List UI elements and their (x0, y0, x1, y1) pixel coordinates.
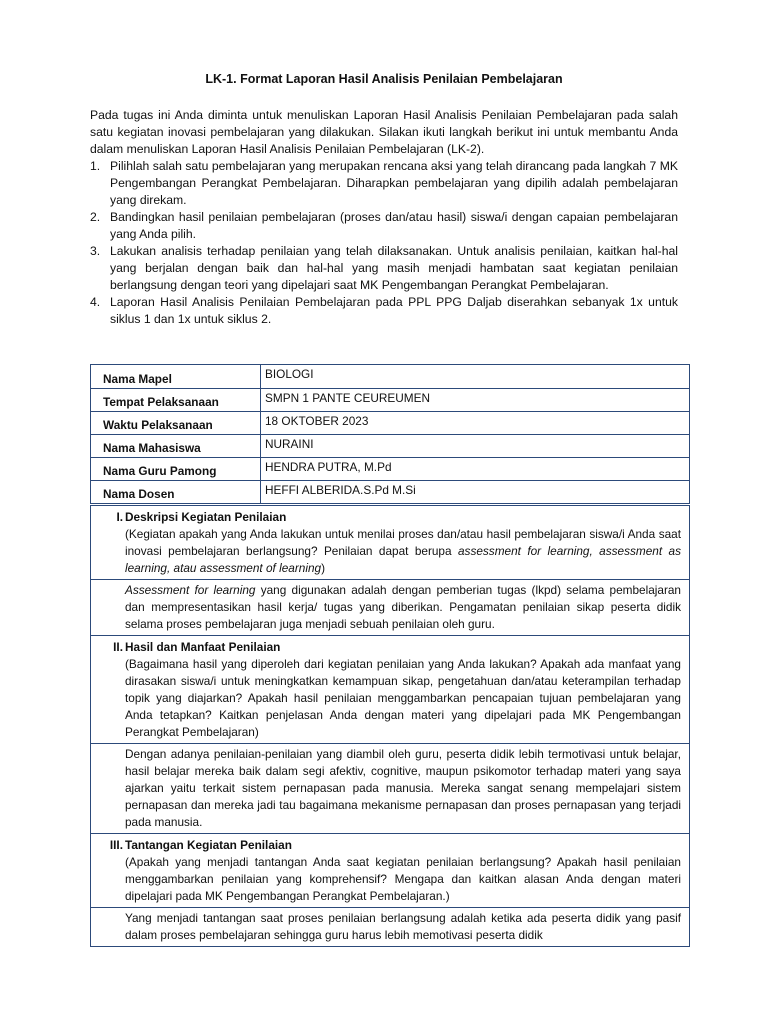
section-answer-row (91, 744, 690, 834)
section-header-row (91, 506, 690, 580)
info-label: Nama Mahasiswa (91, 435, 261, 458)
section-heading: Tantangan Kegiatan Penilaian (125, 838, 292, 852)
section-answer: Yang menjadi tantangan saat proses penilaian berlangsung adalah ketika ada peserta didik yang pasif dalam proses pembelajaran sehingga guru harus lebih memotivasi peserta didik (91, 908, 690, 947)
section-answer-row (91, 580, 690, 636)
step-item: 3. Lakukan analisis terhadap penilaian yang telah dilaksanakan. Untuk analisis penilaian, kaitkan hal-hal yang berjalan dengan baik dan hal-hal yang masih menjadi hambatan saat kegiatan penilaian berlangsung dengan teori yang dipelajari saat MK Pengembangan Perangkat Pembelajaran. (90, 244, 678, 292)
info-row (91, 458, 690, 481)
info-label: Tempat Pelaksanaan (91, 389, 261, 412)
section-question: (Apakah yang menjadi tantangan Anda saat kegiatan penilaian berlangsung? Apakah hasil penilaian menggambarkan penilaian yang komprehensif? Mengapa dan kaitkan alasan Anda dengan materi dipelajari pada MK Pengembangan Perangkat Pembelajaran.) (125, 855, 681, 903)
step-item: 2. Bandingkan hasil penilaian pembelajaran (proses dan/atau hasil) siswa/i dengan capaian pembelajaran yang Anda pilih. (90, 210, 678, 241)
info-value: BIOLOGI (261, 365, 690, 389)
info-row (91, 481, 690, 504)
info-row (91, 412, 690, 435)
section-answer: Dengan adanya penilaian-penilaian yang diambil oleh guru, peserta didik lebih termotivasi untuk belajar, hasil belajar mereka baik dalam segi afektiv, cognitive, maupun psikomotor terhadap materi yang saya ajarkan yaitu terkait sistem pernapasan pada manusia. Mereka sangat senang mempelajari sistem pernapasan dan mereka jadi tau bagaimana mekanisme pernapasan dan proses pernapasan yang terjadi pada manusia. (91, 744, 690, 834)
sections-table (90, 505, 690, 947)
section-answer: Assessment for learning yang digunakan adalah dengan pemberian tugas (lkpd) selama pembelajaran dan mempresentasikan hasil kerja/ tugas yang diberikan. Pengamatan penilaian sikap peserta didik selama proses pembelajaran juga menjadi sebuah penilaian oleh guru. (91, 580, 690, 636)
section-answer-row (91, 908, 690, 947)
intro-paragraph: Pada tugas ini Anda diminta untuk menuliskan Laporan Hasil Analisis Penilaian Pembelajaran pada salah satu kegiatan inovasi pembelajaran yang dilakukan. Silakan ikuti langkah berikut ini untuk membantu Anda dalam menuliskan Laporan Hasil Analisis Penilaian Pembelajaran (LK-2). (90, 108, 678, 156)
info-label: Waktu Pelaksanaan (91, 412, 261, 435)
step-item: 1. Pilihlah salah satu pembelajaran yang merupakan rencana aksi yang telah dirancang pada langkah 7 MK Pengembangan Perangkat Pembelajaran. Diharapkan pembelajaran yang dipilih adalah pembelajaran yang direkam. (90, 159, 678, 207)
info-label: Nama Dosen (91, 481, 261, 504)
section-header (91, 636, 690, 744)
info-row (91, 365, 690, 389)
info-label: Nama Guru Pamong (91, 458, 261, 481)
info-row (91, 435, 690, 458)
intro-block (90, 107, 678, 328)
info-table (90, 364, 690, 504)
section-question: (Bagaimana hasil yang diperoleh dari kegiatan penilaian yang Anda lakukan? Apakah ada manfaat yang dirasakan siswa/i untuk meningkatkan kemampuan sikap, pengetahuan dan/atau keterampilan terhadap topik yang diajarkan? Apakah hasil penilaian menggambarkan pencapaian tujuan pembelajaran yang Anda tetapkan? Kaitkan penjelasan Anda dengan materi yang dipelajari pada MK Pengembangan Perangkat Pembelajaran) (125, 657, 681, 739)
info-value: NURAINI (261, 435, 690, 458)
section-header (91, 834, 690, 908)
section-header (91, 506, 690, 580)
section-heading: Hasil dan Manfaat Penilaian (125, 640, 281, 654)
info-value: HENDRA PUTRA, M.Pd (261, 458, 690, 481)
section-number: I. (116, 510, 123, 524)
info-value: 18 OKTOBER 2023 (261, 412, 690, 435)
section-number: II. (113, 640, 123, 654)
section-number: III. (109, 838, 123, 852)
info-value: HEFFI ALBERIDA.S.Pd M.Si (261, 481, 690, 504)
info-label: Nama Mapel (91, 365, 261, 389)
step-item: 4. Laporan Hasil Analisis Penilaian Pembelajaran pada PPL PPG Daljab diserahkan sebanyak 1x untuk siklus 1 dan 1x untuk siklus 2. (90, 295, 678, 326)
section-header-row (91, 636, 690, 744)
section-heading: Deskripsi Kegiatan Penilaian (125, 510, 287, 524)
document-title: LK-1. Format Laporan Hasil Analisis Penilaian Pembelajaran (205, 72, 563, 86)
steps-list (90, 158, 678, 328)
info-row (91, 389, 690, 412)
section-header-row (91, 834, 690, 908)
section-question: (Kegiatan apakah yang Anda lakukan untuk menilai proses dan/atau hasil pembelajaran siswa/i Anda saat inovasi pembelajaran berlangsung? Penilaian dapat berupa assessment for learning, assessment as learning, atau assessment of learning) (125, 527, 682, 575)
info-value: SMPN 1 PANTE CEUREUMEN (261, 389, 690, 412)
